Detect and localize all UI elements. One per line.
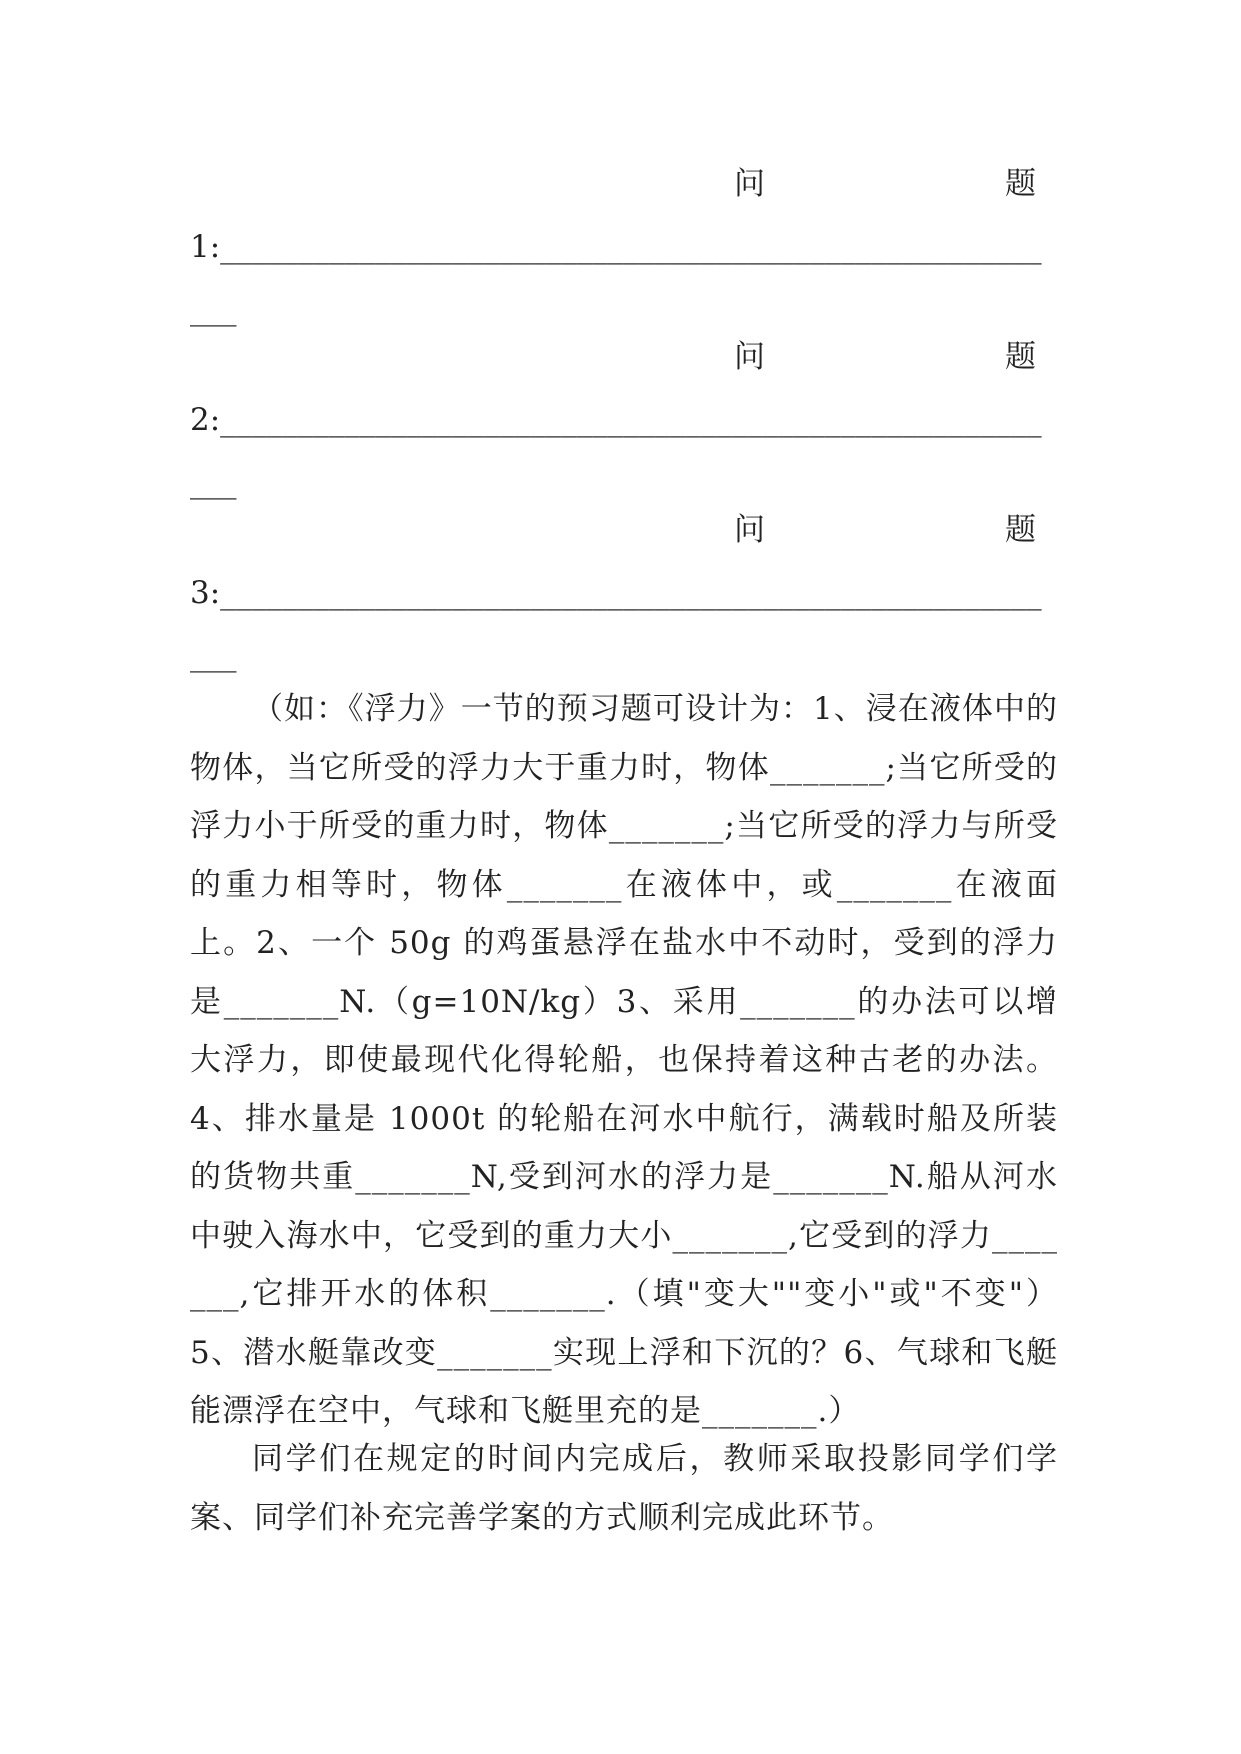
question-2-answer-tail: ___ xyxy=(190,464,237,500)
question-3-label-left: 问 xyxy=(734,512,765,548)
question-2-answer-line: 2:_____________________________________________________ xyxy=(190,402,1042,438)
question-2-label-left: 问 xyxy=(734,339,765,375)
question-3-label-right: 题 xyxy=(1005,512,1036,548)
question-3-answer-tail: ___ xyxy=(190,637,237,673)
question-2-label-right: 题 xyxy=(1005,339,1036,375)
question-3-answer-line: 3:_____________________________________________________ xyxy=(190,575,1042,611)
question-1-label-right: 题 xyxy=(1005,166,1036,202)
question-1-answer-line: 1:_____________________________________________________ xyxy=(190,229,1042,265)
question-1-label-left: 问 xyxy=(734,166,765,202)
preview-question-paragraph: （如：《浮力》一节的预习题可设计为：1、浸在液体中的物体，当它所受的浮力大于重力时，物体_______;当它所受的浮力小于所受的重力时，物体_______;当它所受的浮力与所受的重力相等时，物体_______在液体中，或_______在液面上。2、一个 50g 的鸡蛋悬浮在盐水中不动时，受到的浮力是_______N.（g=10N/kg）3、采用_______的办法可以增大浮力，即使最现代化得轮船，也保持着这种古老的办法。4、排水量是 1000t 的轮船在河水中航行，满载时船及所装的货物共重_______N,受到河水的浮力是_______N.船从河水中驶入海水中，它受到的重力大小_______,它受到的浮力_______,它排开水的体积_______.（填"变大""变小"或"不变"）5、潜水艇靠改变_______实现上浮和下沉的？6、气球和飞艇能漂浮在空中，气球和飞艇里充的是_______.） xyxy=(190,691,1058,1429)
closing-paragraph: 同学们在规定的时间内完成后，教师采取投影同学们学案、同学们补充完善学案的方式顺利完成此环节。 xyxy=(190,1441,1058,1536)
question-1-answer-tail: ___ xyxy=(190,291,237,327)
